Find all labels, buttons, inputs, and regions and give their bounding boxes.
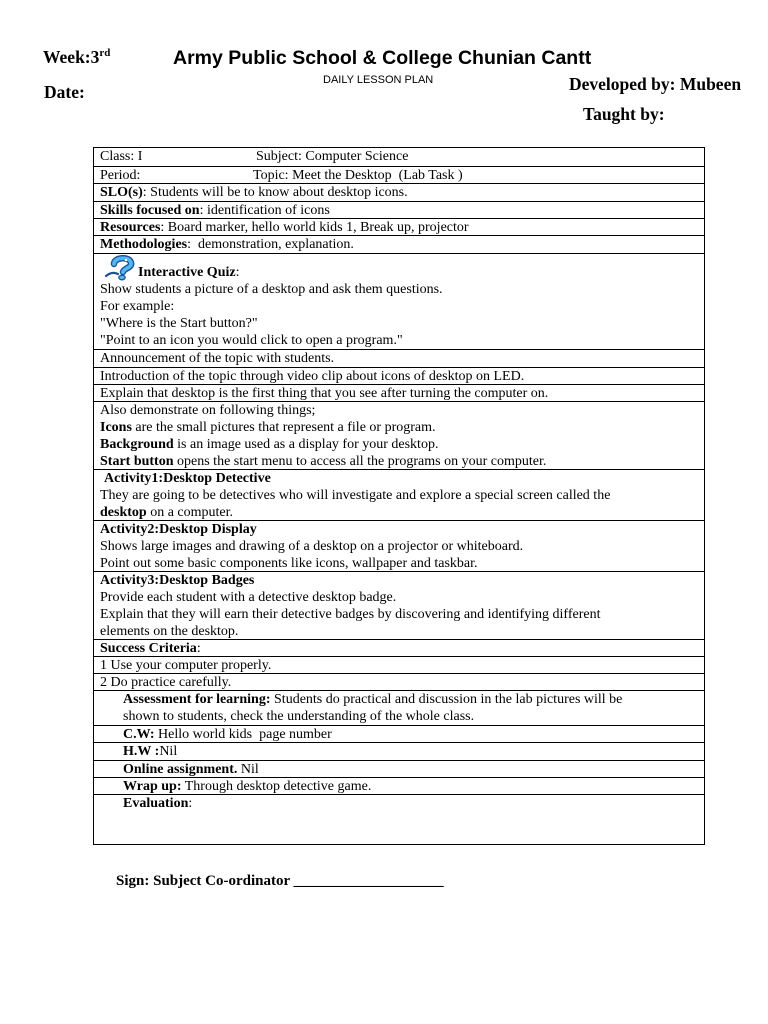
activity3-line: elements on the desktop.: [100, 624, 239, 639]
activity2-line: Shows large images and drawing of a desktop on a projector or whiteboard.: [100, 539, 524, 554]
quiz-line: "Where is the Start button?": [100, 316, 258, 331]
slo-text: : Students will be to know about desktop icons.: [142, 185, 408, 200]
row-online-assignment: [94, 760, 704, 777]
resources-label: Resources: [100, 220, 161, 235]
classwork-label: C.W:: [123, 727, 155, 742]
row-methodologies: [94, 235, 704, 253]
quiz-title-line: [138, 264, 239, 281]
row-success-criteria: [94, 639, 704, 656]
row-activity1: [94, 469, 704, 520]
school-name: Army Public School & College Chunian Cantt: [173, 47, 592, 69]
evaluation-line: [123, 795, 704, 812]
week-ordinal-suffix: rd: [99, 47, 111, 60]
methodologies-label: Methodologies: [100, 237, 188, 252]
homework-label: H.W :: [123, 744, 160, 759]
activity1-keyword: desktop: [100, 505, 147, 520]
slo-line: [100, 184, 704, 201]
methodologies-line: [100, 236, 704, 253]
wrap-up-label: Wrap up:: [123, 779, 182, 794]
homework-text: Nil: [159, 744, 178, 759]
methodologies-text: : demonstration, explanation.: [187, 237, 354, 252]
quiz-label: Interactive Quiz: [138, 265, 236, 280]
question-mark-icon: [103, 255, 139, 281]
taught-by: Taught by:: [583, 104, 665, 124]
row-introduction: [94, 367, 704, 384]
row-explain-desktop: [94, 384, 704, 401]
demonstrate-item-text: is an image used as a display for your desktop.: [173, 437, 439, 452]
quiz-line: Show students a picture of a desktop and ask them questions.: [100, 282, 443, 297]
assessment-label: Assessment for learning:: [123, 692, 271, 707]
document-type: DAILY LESSON PLAN: [323, 74, 434, 86]
resources-text: : Board marker, hello world kids 1, Break up, projector: [160, 220, 469, 235]
quiz-heading: [100, 254, 704, 281]
row-skills: [94, 201, 704, 218]
evaluation-suffix: :: [188, 796, 193, 811]
row-activity2: [94, 520, 704, 571]
activity2-line: Point out some basic components like icons, wallpaper and taskbar.: [100, 556, 478, 571]
row-class-subject: [94, 148, 704, 166]
announcement-text: Announcement of the topic with students.: [100, 351, 335, 366]
row-classwork: [94, 725, 704, 742]
classwork-line: [123, 726, 704, 743]
row-criterion-2: [94, 673, 704, 690]
slo-label: SLO(s): [100, 185, 143, 200]
row-homework: [94, 742, 704, 760]
assessment-line: shown to students, check the understanding of the whole class.: [123, 709, 475, 724]
activity1-title-text: Activity1:Desktop Detective: [104, 471, 271, 486]
demonstrate-item-label: Icons: [100, 420, 132, 435]
activity3-title-text: Activity3:Desktop Badges: [100, 573, 255, 588]
row-assessment: [94, 690, 704, 725]
wrap-up-line: [123, 778, 704, 795]
demonstrate-item: [100, 453, 704, 470]
classwork-text: Hello world kids page number: [154, 727, 332, 742]
skills-line: [100, 202, 704, 219]
introduction-text: Introduction of the topic through video clip about icons of desktop on LED.: [100, 369, 525, 384]
quiz-line: "Point to an icon you would click to open a program.": [100, 333, 403, 348]
quiz-line: For example:: [100, 299, 175, 314]
developed-by: Developed by: Mubeen: [569, 74, 742, 94]
success-criteria-line: [100, 640, 704, 657]
success-criteria-label: Success Criteria: [100, 641, 197, 656]
row-period-topic: [94, 166, 704, 183]
demonstrate-item-text: are the small pictures that represent a file or program.: [131, 420, 436, 435]
row-announcement: [94, 349, 704, 367]
resources-line: [100, 219, 704, 236]
week-text: Week:3: [43, 47, 100, 67]
coordinator-signature-line: Sign: Subject Co-ordinator ____________________: [116, 873, 444, 889]
row-activity3: [94, 571, 704, 639]
criterion-text: 2 Do practice carefully.: [100, 675, 232, 690]
demonstrate-item-label: Background: [100, 437, 174, 452]
activity1-line: They are going to be detectives who will investigate and explore a special screen called the: [100, 488, 611, 503]
activity3-title: [100, 572, 704, 589]
quiz-label-suffix: :: [235, 265, 240, 280]
subject-cell: Subject: Computer Science: [256, 149, 409, 164]
activity1-title: [100, 470, 704, 487]
assessment-text: Students do practical and discussion in the lab pictures will be: [270, 692, 623, 707]
explain-desktop-text: Explain that desktop is the first thing that you see after turning the computer on.: [100, 386, 549, 401]
wrap-up-text: Through desktop detective game.: [181, 779, 372, 794]
row-demonstrate: [94, 401, 704, 469]
demonstrate-item: [100, 419, 704, 436]
activity2-title: [100, 521, 704, 538]
row-criterion-1: [94, 656, 704, 673]
activity3-line: Provide each student with a detective desktop badge.: [100, 590, 397, 605]
demonstrate-item-text: opens the start menu to access all the programs on your computer.: [173, 454, 547, 469]
date-label: Date:: [44, 82, 85, 102]
row-interactive-quiz: [94, 253, 704, 349]
row-slo: [94, 183, 704, 201]
online-assignment-label: Online assignment.: [123, 762, 238, 777]
activity2-title-text: Activity2:Desktop Display: [100, 522, 257, 537]
skills-text: : identification of icons: [199, 203, 330, 218]
online-assignment-text: Nil: [237, 762, 259, 777]
activity1-line-text: on a computer.: [146, 505, 233, 520]
period-cell: Period:: [100, 168, 141, 183]
row-evaluation: [94, 794, 704, 844]
demonstrate-intro: Also demonstrate on following things;: [100, 403, 316, 418]
online-assignment-line: [123, 761, 704, 778]
row-wrap-up: [94, 777, 704, 794]
criterion-text: 1 Use your computer properly.: [100, 658, 272, 673]
activity1-line: [100, 504, 704, 521]
assessment-line: [123, 691, 704, 708]
lesson-plan-table: [93, 147, 705, 845]
evaluation-label: Evaluation: [123, 796, 189, 811]
row-resources: [94, 218, 704, 235]
class-cell: Class: I: [100, 149, 143, 164]
skills-label: Skills focused on: [100, 203, 200, 218]
topic-cell: Topic: Meet the Desktop (Lab Task ): [253, 168, 463, 183]
demonstrate-item: [100, 436, 704, 453]
success-criteria-suffix: :: [196, 641, 201, 656]
week-label: [43, 47, 110, 67]
demonstrate-item-label: Start button: [100, 454, 174, 469]
homework-line: [123, 743, 704, 760]
activity3-line: Explain that they will earn their detective badges by discovering and identifying different: [100, 607, 601, 622]
